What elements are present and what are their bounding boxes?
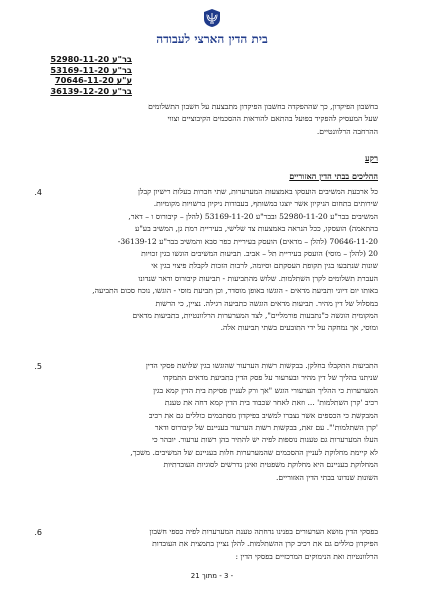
section-heading-background: רקע (364, 153, 378, 163)
text-line: המקומית הוגשה כ"נתבעות פורמליים", לצד המערערות הרלוונטיות, בתביעות מדאים (132, 311, 378, 321)
text-line: בחשבון הפיקדון, כך שההפקדה בחשבון הפיקדון מתבצעת על חשבון התשלומים (148, 102, 378, 111)
text-line: כל ארבעת המשיבים הועסקו באמצעות המערערות, שתי חברות בעלות רישיון קבלן (137, 187, 378, 196)
text-line: באותו יום דיוני ותביעת מדאים - הוגשו באופן מוסדר, וכן תביעת מוסי - הוגשו, נוכח סכום התביעה, (92, 286, 378, 296)
text-line: העלו המערערות גם טענות נוספות לפיה יש להתיר בהן רשות ערעור. יובהר כי (151, 435, 378, 445)
text-line: הפיקדון כוללים גם את רכיב קרן ההשתלמות. להלן נציין בתמצית את העובדות (152, 539, 378, 549)
paragraph-4 (40, 186, 378, 335)
text-line: שעל המעסיק להפקיד בפועל בהתאם להוראות ההסכמים הקיבוציים וצווי (167, 114, 378, 124)
text-line: 20 (להלן – מוסי) הועסק בעיריית תל – אביב. תביעות המשיבים הוגשו בגין זכויות (141, 249, 378, 259)
text-line: ומוסי, אך נמחקה על ידי התובעים בשתי תביעות אלה. (220, 323, 378, 333)
text-line: 70646-11-20 (להלן – מדאים) הועסק בעיריית כפר סבא והמשיב בבר"ע 36139-12- (117, 236, 378, 246)
court-name: בית הדין הארצי לעבודה (156, 32, 268, 46)
text-line: שונות שנתבעו בגין תקופת העסקתם וסיומה, לרבות הזכות לקבלת פיצוי בגין אי (151, 261, 378, 271)
case-number: ע"ע 70646-11-20 (54, 75, 132, 86)
text-line: המבקשת כי הכספים אשר נצברו למשיב בפיקדון מסתכמים כוללים גם את רכיב (148, 410, 378, 420)
text-line: בפסקי הדין מושא הערעורים בפנינו נדחתה טענת המערערות לפיה כספי חשבון (149, 527, 378, 536)
paragraph-number: .6 (34, 528, 42, 537)
case-numbers (42, 54, 132, 97)
text-line: רכיב 'קרן השתלמות' ... וזאת לאחר שכבוד בית הדין קמא דחה את טענת (164, 398, 378, 408)
text-line: שניתנו בהליך של דין מהיר ובערעור על פסק הדין בתביעת מדאים התמקדו (162, 373, 378, 383)
text-line: התביעות התקבלו בחלקן. בבקשות רשות הערעור שהוגשו בגין שלושת פסקי הדין (145, 361, 378, 370)
paragraph-6 (40, 526, 378, 563)
paragraph-number: .5 (34, 362, 42, 371)
case-number: בר"ע 52980-11-20 (50, 54, 132, 64)
text-line: המחלוקת בעניינם היא מחלוקת משפטית ואינן נדרשים לסוגיות העובדתיות (163, 460, 378, 470)
text-line: המשיבים בבר"ע 52980-11-20 ובבר"ע 53169-11-20 (להלן – קיבורוס ו – דאר, (128, 211, 378, 221)
text-line: השונות שנדונו בבתי הדין האזוריים. (276, 472, 378, 482)
intro-paragraph (40, 101, 378, 138)
text-line: שירותים בתחום הניקיון אשר יוצגו במשותף, בעבודות ניקיון ברשויות מקומיות. (153, 199, 378, 209)
text-line: הרלוונטיות ואת הנימוקים המרכזיים בפסקי הדין : (235, 551, 378, 561)
text-line: במסלול של דין מהיר. תביעות מדאים הוגשה כתביעה רגילה. נציין, כי הרשות (155, 298, 378, 308)
text-line: 'קרן השתלמות'". עם זאת, בבקשות רשות הערעור בעניינם של קיבורוס ודאר (154, 423, 378, 433)
case-number: בר"ע 36139-12-20 (50, 86, 132, 97)
text-line: העברת תשלומים לקרן השתלמות. שלוש מהתביעות - תביעות קיבורוס ודאר שנדונו (138, 273, 378, 283)
page-footer: - 3 - מתוך 21 (190, 572, 234, 580)
text-line: בהתאמה) הועסקו, ככל הנראה באמצעות צד שלישי, בעיריית רמת גן, המשיב בע"ע (135, 224, 378, 234)
paragraph-5 (40, 360, 378, 484)
text-line: ההרחבה הרלוונטיים. (316, 126, 378, 136)
case-number: בר"ע 53169-11-20 (50, 64, 132, 75)
subheading-regional-proceedings: ההליכים בבתי הדין האזוריים (289, 171, 378, 181)
state-emblem-icon (202, 8, 222, 28)
paragraph-number: .4 (34, 188, 42, 197)
text-line: המערערות כי ההליך הערעורי הוגש "אך ורק לעניין פסיקת בית הדין קמא בגין (153, 385, 378, 395)
text-line: לא קיימת מחלוקת לעניין ההסכמים שהמערערות חלות בעניינם של המשיבים. משכך, (130, 447, 378, 457)
